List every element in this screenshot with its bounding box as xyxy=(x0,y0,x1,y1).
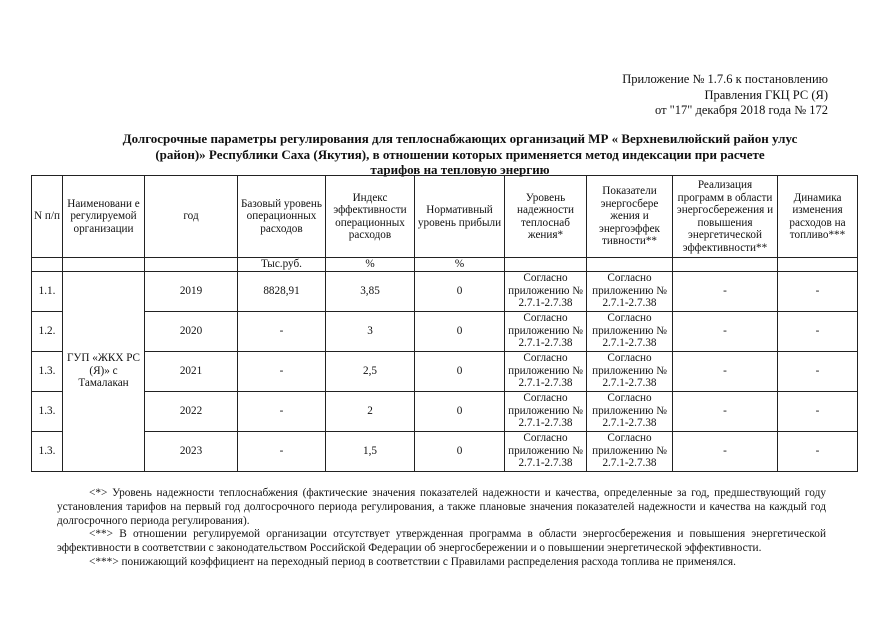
energy-saving-cell: Согласно приложению № 2.7.1-2.7.38 xyxy=(587,391,673,431)
profit-cell: 0 xyxy=(415,351,505,391)
year-cell: 2023 xyxy=(145,431,238,471)
table-header-row xyxy=(32,176,858,258)
programs-cell: - xyxy=(673,431,778,471)
fuel-dynamics-cell: - xyxy=(778,311,858,351)
footnote-energy-programs: <**> В отношении регулируемой организации отсутствует утвержденная программа в области энергосбережения и повышения энергетической эффективности в соответствии с законодательством Российской Федерации об энергосбережении и о повышении энергетической эффективности. xyxy=(57,528,826,555)
year-cell: 2022 xyxy=(145,391,238,431)
base-opex-cell: - xyxy=(238,311,326,351)
fuel-dynamics-cell: - xyxy=(778,351,858,391)
parameters-table xyxy=(31,175,858,472)
col-header-year: год xyxy=(145,176,238,258)
energy-saving-cell: Согласно приложению № 2.7.1-2.7.38 xyxy=(587,431,673,471)
table-row xyxy=(32,311,858,351)
programs-cell: - xyxy=(673,271,778,311)
unit-cell: % xyxy=(415,258,505,272)
base-opex-cell: - xyxy=(238,351,326,391)
profit-cell: 0 xyxy=(415,311,505,351)
fuel-dynamics-cell: - xyxy=(778,431,858,471)
unit-cell xyxy=(32,258,63,272)
profit-cell: 0 xyxy=(415,271,505,311)
document-title xyxy=(90,131,830,178)
reliability-cell: Согласно приложению № 2.7.1-2.7.38 xyxy=(505,311,587,351)
energy-saving-cell: Согласно приложению № 2.7.1-2.7.38 xyxy=(587,311,673,351)
profit-cell: 0 xyxy=(415,431,505,471)
efficiency-index-cell: 3,85 xyxy=(326,271,415,311)
efficiency-index-cell: 2 xyxy=(326,391,415,431)
base-opex-cell: 8828,91 xyxy=(238,271,326,311)
col-header-energy-saving: Показатели энергосбере жения и энергоэффек тивности** xyxy=(587,176,673,258)
reliability-cell: Согласно приложению № 2.7.1-2.7.38 xyxy=(505,431,587,471)
col-header-efficiency-index: Индекс эффективности операционных расходов xyxy=(326,176,415,258)
programs-cell: - xyxy=(673,391,778,431)
col-header-base-opex: Базовый уровень операционных расходов xyxy=(238,176,326,258)
unit-cell xyxy=(673,258,778,272)
row-number: 1.3. xyxy=(32,351,63,391)
unit-cell xyxy=(145,258,238,272)
footnote-reliability: <*> Уровень надежности теплоснабжения (фактические значения показателей надежности и качества, определенные за год, предшествующий году установления тарифов на первый год долгосрочного периода регулирования, а также плановые значения показателей надежности и качества на каждый год долгосрочного периода регулирования). xyxy=(57,487,826,527)
energy-saving-cell: Согласно приложению № 2.7.1-2.7.38 xyxy=(587,271,673,311)
reliability-cell: Согласно приложению № 2.7.1-2.7.38 xyxy=(505,391,587,431)
table-row xyxy=(32,391,858,431)
efficiency-index-cell: 3 xyxy=(326,311,415,351)
efficiency-index-cell: 2,5 xyxy=(326,351,415,391)
unit-cell: % xyxy=(326,258,415,272)
organization-name: ГУП «ЖКХ РС (Я)» с Тамалакан xyxy=(63,271,145,471)
appendix-line-1: Приложение № 1.7.6 к постановлению xyxy=(622,72,828,86)
row-number: 1.3. xyxy=(32,431,63,471)
col-header-organization: Наименовани е регулируемой организации xyxy=(63,176,145,258)
unit-cell xyxy=(63,258,145,272)
appendix-line-2: Правления ГКЦ РС (Я) xyxy=(704,87,828,102)
fuel-dynamics-cell: - xyxy=(778,391,858,431)
energy-saving-cell: Согласно приложению № 2.7.1-2.7.38 xyxy=(587,351,673,391)
col-header-reliability: Уровень надежности теплоснаб жения* xyxy=(505,176,587,258)
title-line-3: тарифов на тепловую энергию xyxy=(370,162,550,177)
row-number: 1.2. xyxy=(32,311,63,351)
year-cell: 2019 xyxy=(145,271,238,311)
year-cell: 2020 xyxy=(145,311,238,351)
table-row xyxy=(32,351,858,391)
unit-cell xyxy=(778,258,858,272)
title-line-2: (район)» Республики Саха (Якутия), в отношении которых применяется метод индексации при расчете xyxy=(155,146,765,162)
table-row xyxy=(32,271,858,311)
table-row xyxy=(32,431,858,471)
unit-cell xyxy=(505,258,587,272)
reliability-cell: Согласно приложению № 2.7.1-2.7.38 xyxy=(505,351,587,391)
title-line-1: Долгосрочные параметры регулирования для теплоснабжающих организаций МР « Верхневилюйский район улус xyxy=(122,131,798,146)
row-number: 1.1. xyxy=(32,271,63,311)
reliability-cell: Согласно приложению № 2.7.1-2.7.38 xyxy=(505,271,587,311)
col-header-profit-level: Нормативный уровень прибыли xyxy=(415,176,505,258)
unit-cell xyxy=(587,258,673,272)
unit-cell: Тыс.руб. xyxy=(238,258,326,272)
appendix-line-3: от "17" декабря 2018 года № 172 xyxy=(655,103,828,117)
base-opex-cell: - xyxy=(238,391,326,431)
fuel-dynamics-cell: - xyxy=(778,271,858,311)
row-number: 1.3. xyxy=(32,391,63,431)
programs-cell: - xyxy=(673,351,778,391)
col-header-programs: Реализация программ в области энергосбережения и повышения энергетической эффективности** xyxy=(673,176,778,258)
profit-cell: 0 xyxy=(415,391,505,431)
table-units-row xyxy=(32,258,858,272)
footnote-fuel: <***> понижающий коэффициент на переходный период в соответствии с Правилами распределения расхода топлива не применялся. xyxy=(89,555,736,568)
efficiency-index-cell: 1,5 xyxy=(326,431,415,471)
col-header-number: N п/п xyxy=(32,176,63,258)
col-header-fuel-dynamics: Динамика изменения расходов на топливо*** xyxy=(778,176,858,258)
year-cell: 2021 xyxy=(145,351,238,391)
footnotes xyxy=(57,487,826,570)
appendix-header xyxy=(622,72,828,119)
programs-cell: - xyxy=(673,311,778,351)
base-opex-cell: - xyxy=(238,431,326,471)
